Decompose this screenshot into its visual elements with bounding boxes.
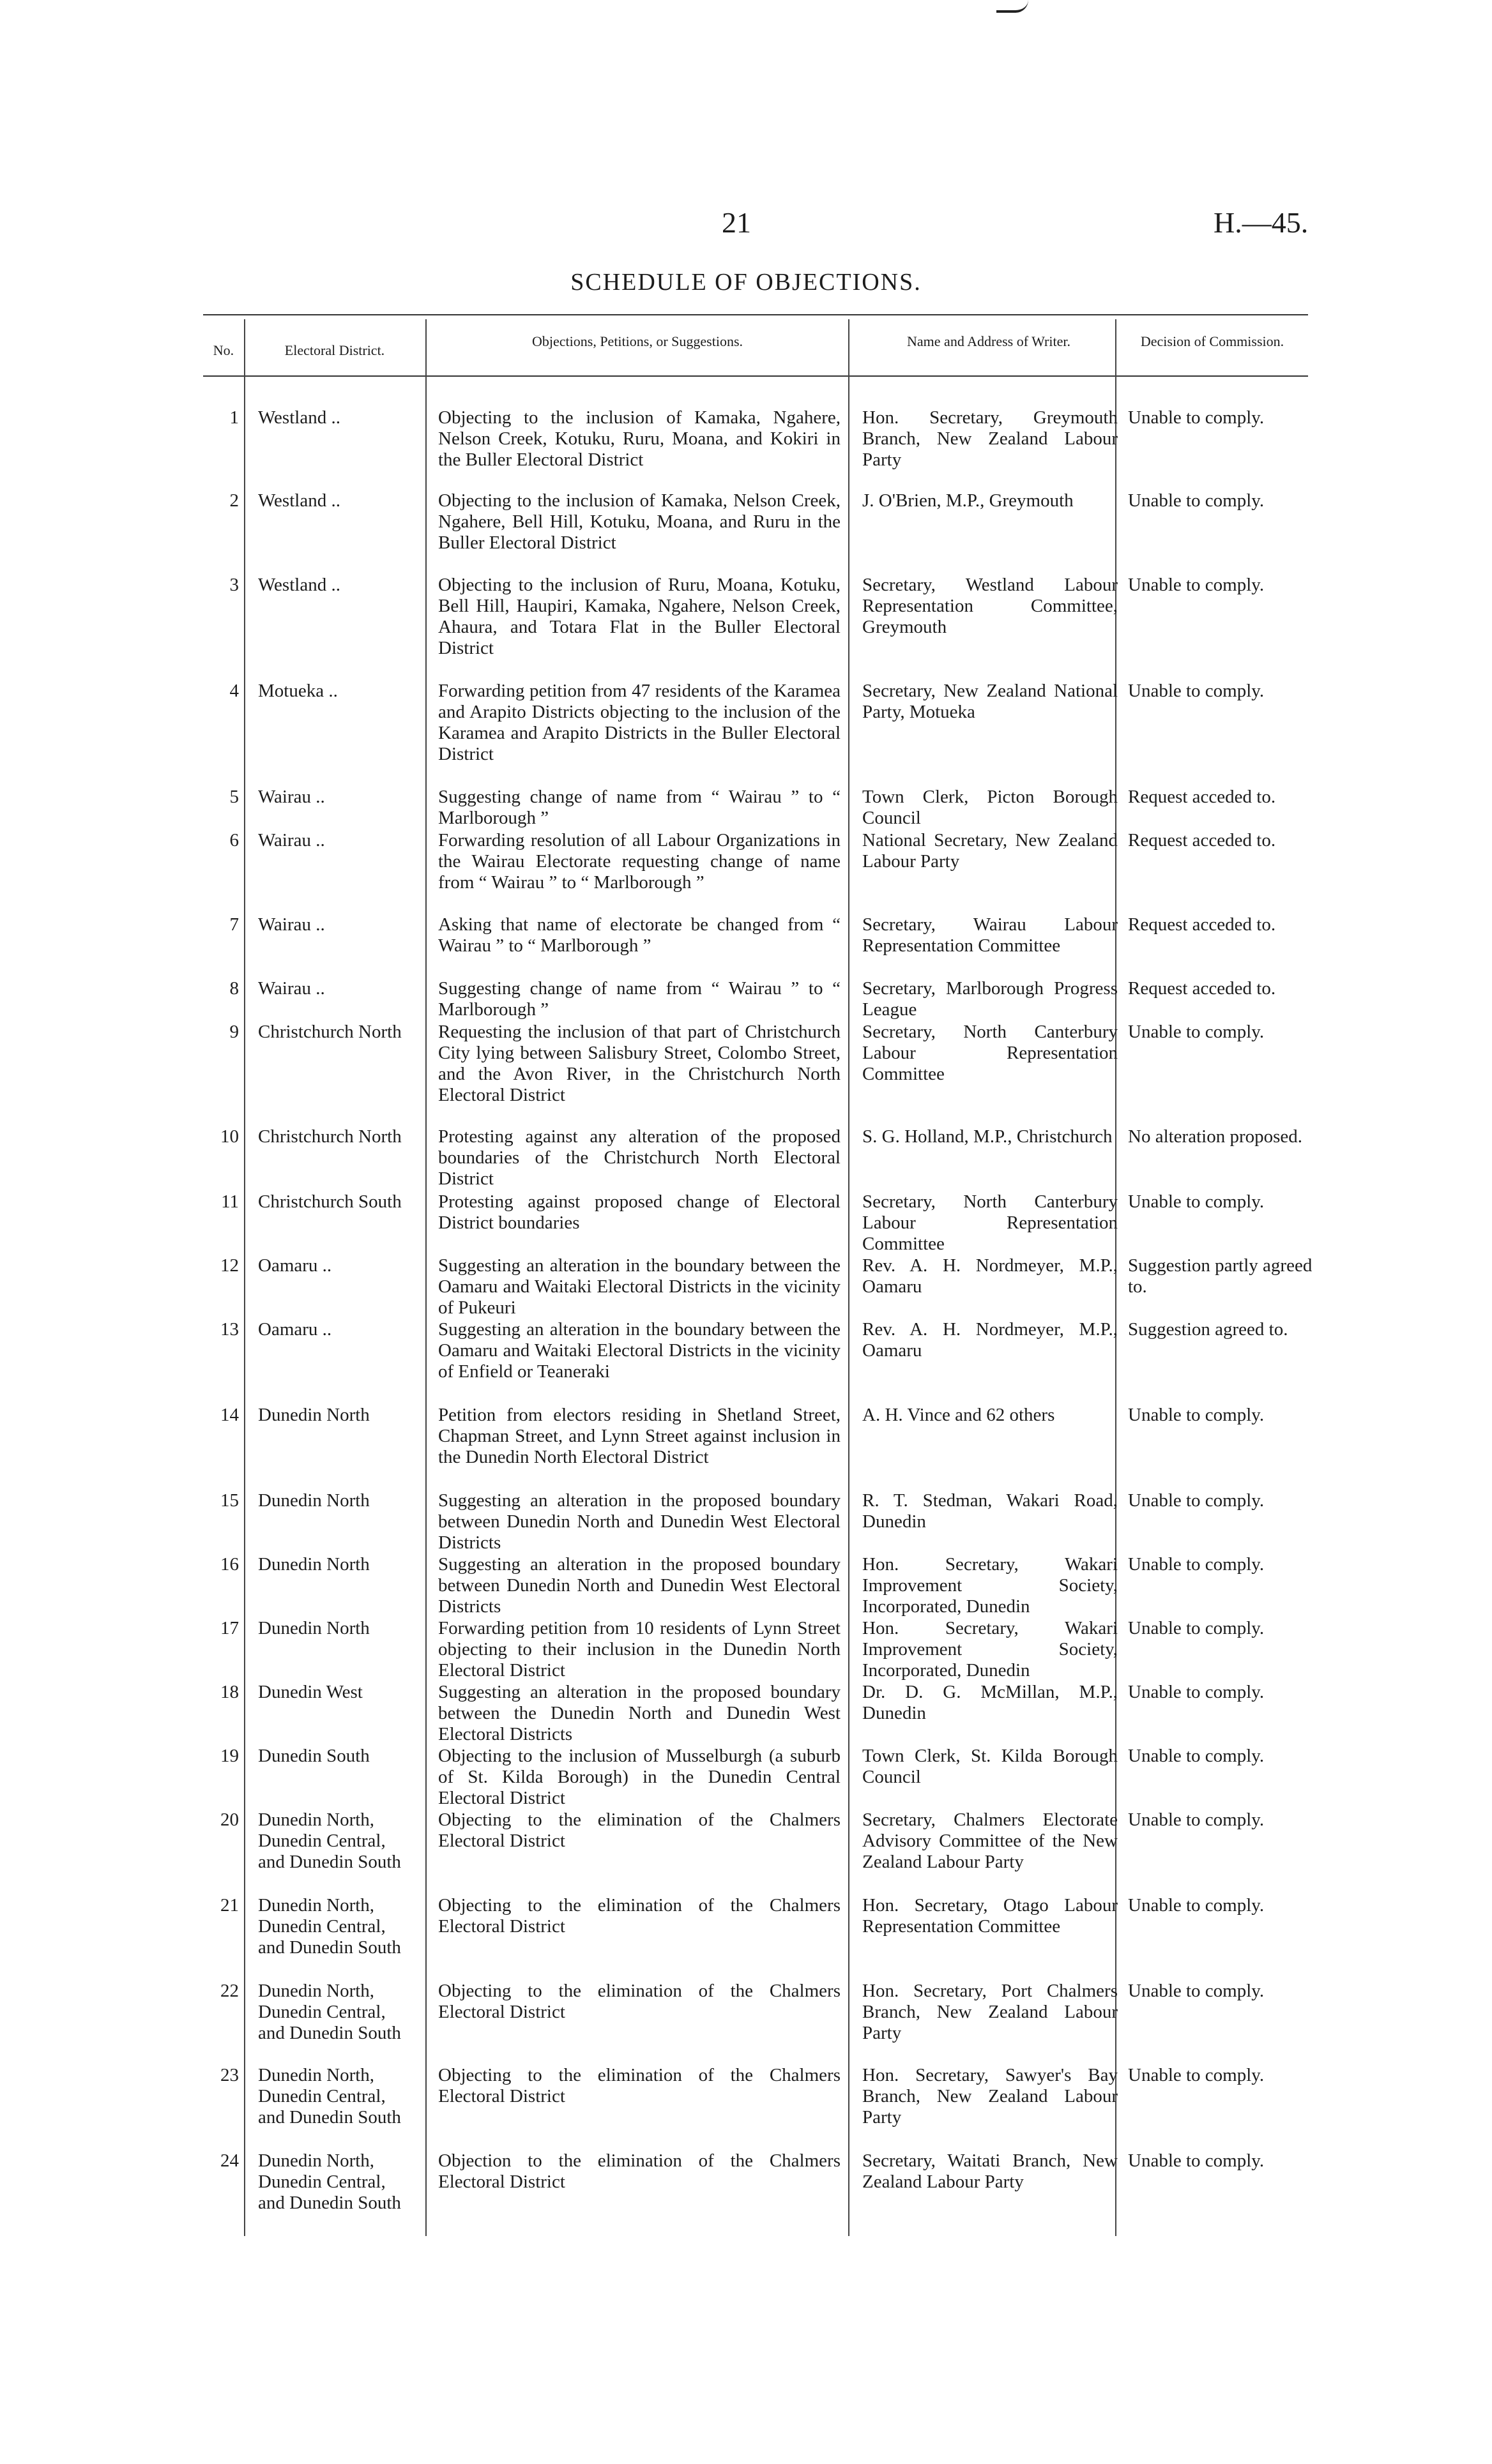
commission-decision: Request acceded to.: [1128, 978, 1276, 999]
electoral-district: Westland ..: [258, 407, 340, 428]
commission-decision: Unable to comply.: [1128, 1746, 1265, 1766]
electoral-district: Dunedin North, Dunedin Central, and Dunedin South: [258, 2150, 401, 2213]
commission-decision: Request acceded to.: [1128, 914, 1276, 935]
commission-decision: Unable to comply.: [1128, 1981, 1265, 2001]
objection-text: Suggesting an alteration in the proposed boundary between the Dunedin North and Dunedin West Electoral Districts: [438, 1682, 841, 1744]
row-number: 8: [229, 978, 239, 999]
row-number: 11: [221, 1191, 239, 1212]
page-title: SCHEDULE OF OBJECTIONS.: [570, 269, 922, 296]
objection-text: Petition from electors residing in Shetland Street, Chapman Street, and Lynn Street against inclusion in the Dunedin North Electoral District: [438, 1405, 841, 1467]
row-number: 6: [229, 830, 239, 850]
writer-name-address: Hon. Secretary, Port Chalmers Branch, New Zealand Labour Party: [862, 1981, 1118, 2043]
electoral-district: Christchurch North: [258, 1126, 402, 1147]
writer-name-address: A. H. Vince and 62 others: [862, 1405, 1055, 1425]
electoral-district: Dunedin North: [258, 1490, 370, 1511]
electoral-district: Oamaru ..: [258, 1255, 332, 1276]
commission-decision: Unable to comply.: [1128, 1810, 1265, 1830]
writer-name-address: Secretary, North Canterbury Labour Representation Committee: [862, 1191, 1118, 1254]
writer-name-address: Hon. Secretary, Otago Labour Representation Committee: [862, 1895, 1118, 1937]
table-top-rule: [203, 314, 1308, 315]
objection-text: Suggesting change of name from “ Wairau ” to “ Marlborough ”: [438, 787, 841, 828]
writer-name-address: Hon. Secretary, Sawyer's Bay Branch, New Zealand Labour Party: [862, 2065, 1118, 2128]
commission-decision: Request acceded to.: [1128, 787, 1276, 807]
electoral-district: Westland ..: [258, 575, 340, 595]
row-number: 13: [220, 1319, 239, 1340]
commission-decision: Suggestion agreed to.: [1128, 1319, 1288, 1340]
row-number: 9: [229, 1022, 239, 1042]
electoral-district: Dunedin West: [258, 1682, 363, 1702]
table-header-rule: [203, 375, 1308, 377]
objection-text: Objecting to the elimination of the Chalmers Electoral District: [438, 1810, 841, 1851]
column-header-district: Electoral District.: [284, 342, 385, 358]
objection-text: Forwarding resolution of all Labour Organizations in the Wairau Electorate requesting change of name from “ Wairau ” to “ Marlborough ”: [438, 830, 841, 893]
column-divider: [848, 319, 849, 2236]
writer-name-address: Dr. D. G. McMillan, M.P., Dunedin: [862, 1682, 1118, 1723]
row-number: 15: [220, 1490, 239, 1511]
commission-decision: Unable to comply.: [1128, 1618, 1265, 1638]
writer-name-address: Secretary, Wairau Labour Representation Committee: [862, 914, 1118, 956]
electoral-district: Dunedin North, Dunedin Central, and Dunedin South: [258, 2065, 401, 2128]
column-header-objection: Objections, Petitions, or Suggestions.: [532, 333, 743, 349]
writer-name-address: Town Clerk, St. Kilda Borough Council: [862, 1746, 1118, 1787]
row-number: 20: [220, 1810, 239, 1830]
commission-decision: Unable to comply.: [1128, 407, 1265, 428]
column-divider: [425, 319, 427, 2236]
row-number: 14: [220, 1405, 239, 1425]
writer-name-address: R. T. Stedman, Wakari Road, Dunedin: [862, 1490, 1118, 1532]
row-number: 22: [220, 1981, 239, 2001]
row-number: 10: [220, 1126, 239, 1147]
objection-text: Suggesting an alteration in the proposed boundary between Dunedin North and Dunedin West Electoral Districts: [438, 1554, 841, 1617]
commission-decision: Unable to comply.: [1128, 1405, 1265, 1425]
objection-text: Objecting to the inclusion of Kamaka, Nelson Creek, Ngahere, Bell Hill, Kotuku, Moana, and Ruru in the Buller Electoral District: [438, 490, 841, 553]
writer-name-address: S. G. Holland, M.P., Christchurch: [862, 1126, 1113, 1147]
objection-text: Protesting against any alteration of the proposed boundaries of the Christchurch North Electoral District: [438, 1126, 841, 1189]
objection-text: Forwarding petition from 47 residents of the Karamea and Arapito Districts objecting to the inclusion of the Karamea and Arapito Districts in the Buller Electoral District: [438, 681, 841, 764]
objection-text: Objecting to the inclusion of Musselburgh (a suburb of St. Kilda Borough) in the Dunedin Central Electoral District: [438, 1746, 841, 1808]
writer-name-address: Town Clerk, Picton Borough Council: [862, 787, 1118, 828]
row-number: 1: [229, 407, 239, 428]
electoral-district: Westland ..: [258, 490, 340, 511]
objection-text: Asking that name of electorate be changed from “ Wairau ” to “ Marlborough ”: [438, 914, 841, 956]
writer-name-address: Secretary, Chalmers Electorate Advisory Committee of the New Zealand Labour Party: [862, 1810, 1118, 1872]
objection-text: Requesting the inclusion of that part of Christchurch City lying between Salisbury Street, Colombo Street, and the Avon River, in the Christchurch North Electoral District: [438, 1022, 841, 1105]
objection-text: Suggesting an alteration in the boundary between the Oamaru and Waitaki Electoral Districts in the vicinity of Enfield or Teaneraki: [438, 1319, 841, 1382]
electoral-district: Motueka ..: [258, 681, 338, 701]
row-number: 19: [220, 1746, 239, 1766]
row-number: 4: [229, 681, 239, 701]
commission-decision: Unable to comply.: [1128, 1554, 1265, 1575]
row-number: 3: [229, 575, 239, 595]
row-number: 17: [220, 1618, 239, 1638]
row-number: 16: [220, 1554, 239, 1575]
writer-name-address: Hon. Secretary, Wakari Improvement Society, Incorporated, Dunedin: [862, 1618, 1118, 1681]
commission-decision: Unable to comply.: [1128, 681, 1265, 701]
writer-name-address: Secretary, Westland Labour Representation Committee, Greymouth: [862, 575, 1118, 637]
row-number: 7: [229, 914, 239, 935]
writer-name-address: Secretary, North Canterbury Labour Representation Committee: [862, 1022, 1118, 1084]
commission-decision: Unable to comply.: [1128, 1490, 1265, 1511]
objection-text: Objecting to the elimination of the Chalmers Electoral District: [438, 1981, 841, 2022]
column-header-decision: Decision of Commission.: [1140, 333, 1284, 349]
writer-name-address: Rev. A. H. Nordmeyer, M.P., Oamaru: [862, 1319, 1118, 1361]
writer-name-address: Hon. Secretary, Wakari Improvement Society, Incorporated, Dunedin: [862, 1554, 1118, 1617]
page-edge-mark: [996, 0, 1028, 13]
commission-decision: Unable to comply.: [1128, 1191, 1265, 1212]
row-number: 18: [220, 1682, 239, 1702]
writer-name-address: National Secretary, New Zealand Labour Party: [862, 830, 1118, 872]
writer-name-address: Secretary, New Zealand National Party, Motueka: [862, 681, 1118, 722]
electoral-district: Wairau ..: [258, 830, 325, 850]
objection-text: Protesting against proposed change of Electoral District boundaries: [438, 1191, 841, 1233]
objection-text: Forwarding petition from 10 residents of Lynn Street objecting to their inclusion in the Dunedin North Electoral District: [438, 1618, 841, 1681]
electoral-district: Dunedin North: [258, 1554, 370, 1575]
column-header-no: No.: [213, 342, 234, 358]
objection-text: Suggesting an alteration in the proposed boundary between Dunedin North and Dunedin West Electoral Districts: [438, 1490, 841, 1553]
electoral-district: Wairau ..: [258, 914, 325, 935]
commission-decision: Unable to comply.: [1128, 2150, 1265, 2171]
electoral-district: Wairau ..: [258, 787, 325, 807]
commission-decision: Request acceded to.: [1128, 830, 1276, 850]
objection-text: Suggesting an alteration in the boundary between the Oamaru and Waitaki Electoral Districts in the vicinity of Pukeuri: [438, 1255, 841, 1318]
commission-decision: Unable to comply.: [1128, 1022, 1265, 1042]
electoral-district: Dunedin North: [258, 1405, 370, 1425]
objection-text: Objecting to the elimination of the Chalmers Electoral District: [438, 2065, 841, 2106]
commission-decision: Unable to comply.: [1128, 1682, 1265, 1702]
row-number: 23: [220, 2065, 239, 2085]
electoral-district: Oamaru ..: [258, 1319, 332, 1340]
commission-decision: No alteration proposed.: [1128, 1126, 1303, 1147]
commission-decision: Suggestion partly agreed to.: [1128, 1255, 1313, 1297]
page-number: 21: [722, 206, 751, 239]
objection-text: Objecting to the elimination of the Chalmers Electoral District: [438, 1895, 841, 1937]
electoral-district: Dunedin North, Dunedin Central, and Dunedin South: [258, 1895, 401, 1958]
electoral-district: Dunedin North: [258, 1618, 370, 1638]
electoral-district: Dunedin North, Dunedin Central, and Dunedin South: [258, 1810, 401, 1872]
row-number: 21: [220, 1895, 239, 1916]
writer-name-address: Rev. A. H. Nordmeyer, M.P., Oamaru: [862, 1255, 1118, 1297]
commission-decision: Unable to comply.: [1128, 2065, 1265, 2085]
column-divider: [244, 319, 245, 2236]
electoral-district: Christchurch South: [258, 1191, 402, 1212]
objection-text: Objection to the elimination of the Chalmers Electoral District: [438, 2150, 841, 2192]
schedule-table: [203, 314, 1313, 2242]
objection-text: Objecting to the inclusion of Kamaka, Ngahere, Nelson Creek, Kotuku, Ruru, Moana, and Kokiri in the Buller Electoral District: [438, 407, 841, 470]
row-number: 12: [220, 1255, 239, 1276]
commission-decision: Unable to comply.: [1128, 1895, 1265, 1916]
objection-text: Suggesting change of name from “ Wairau ” to “ Marlborough ”: [438, 978, 841, 1020]
writer-name-address: Secretary, Marlborough Progress League: [862, 978, 1118, 1020]
electoral-district: Dunedin South: [258, 1746, 370, 1766]
row-number: 24: [220, 2150, 239, 2171]
commission-decision: Unable to comply.: [1128, 575, 1265, 595]
writer-name-address: Secretary, Waitati Branch, New Zealand Labour Party: [862, 2150, 1118, 2192]
writer-name-address: Hon. Secretary, Greymouth Branch, New Zealand Labour Party: [862, 407, 1118, 470]
electoral-district: Christchurch North: [258, 1022, 402, 1042]
column-header-name: Name and Address of Writer.: [907, 333, 1070, 349]
objection-text: Objecting to the inclusion of Ruru, Moana, Kotuku, Bell Hill, Haupiri, Kamaka, Ngahere, Nelson Creek, Ahaura, and Totara Flat in the Buller Electoral District: [438, 575, 841, 658]
commission-decision: Unable to comply.: [1128, 490, 1265, 511]
row-number: 2: [229, 490, 239, 511]
electoral-district: Wairau ..: [258, 978, 325, 999]
electoral-district: Dunedin North, Dunedin Central, and Dunedin South: [258, 1981, 401, 2043]
document-reference: H.—45.: [1214, 206, 1309, 239]
writer-name-address: J. O'Brien, M.P., Greymouth: [862, 490, 1074, 511]
row-number: 5: [229, 787, 239, 807]
